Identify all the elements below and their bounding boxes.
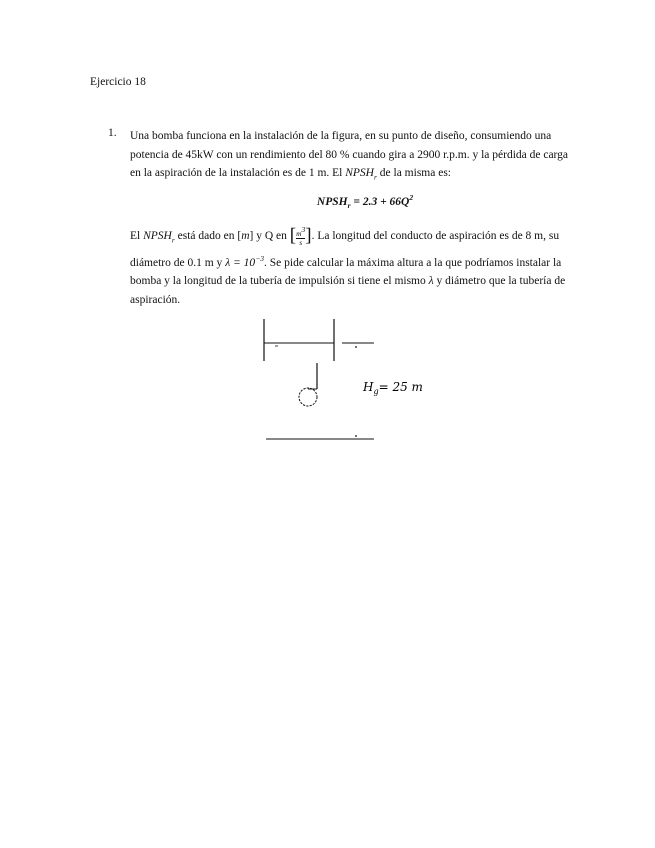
npsh-symbol: $NPSH_r$ [345, 167, 377, 182]
flow-unit-fraction: $\frac{m^3}{s}$ [296, 225, 306, 247]
upper-level-point [355, 346, 357, 348]
pump-icon [299, 388, 317, 406]
lambda-value: $\lambda = 10^{-3}$ [225, 253, 264, 269]
flow-unit-bracket: [ $\frac{m^3}{s}$ ] [289, 224, 312, 247]
problem-number: 1. [108, 127, 117, 139]
exercise-title: Ejercicio 18 [90, 76, 146, 88]
installation-figure [250, 315, 440, 450]
problem-intro-paragraph [130, 127, 570, 187]
npsh-equation: $NPSH_r = 2.3 + 66Q^2$ [316, 193, 414, 211]
problem-statement-paragraph: El $NPSH_r$ está dado en [m] y Q en [ $\frac{m^3}{s}$ ]. La longitud del conducto de aspiración es de 8 m, su diámetro de 0.1 m y $\lambda = 10^{-3}$. Se pide calcular la máxima altura a la que podríamos instalar la bomba y la longitud de la tubería de impulsión si tiene el mismo λ y diámetro que la tubería de aspiración. [130, 224, 566, 306]
npsh-symbol-2: $NPSH_r$ [143, 229, 175, 245]
lower-level-point [355, 435, 357, 437]
intro-tail-text: de la misma es: [379, 167, 451, 180]
problem-body [130, 127, 570, 309]
height-label: $H_g= 25$ m [363, 380, 423, 396]
problem-intro-text: Una bomba funciona en la instalación de la figura, en su punto de diseño, consumiendo una potencia de 45kW con un rendimiento del 80 % cuando gira a 2900 r.p.m. y la pérdida de carga en la aspiración de la instalación es de 1 m. El [130, 130, 569, 180]
lambda-symbol: λ [428, 275, 434, 288]
